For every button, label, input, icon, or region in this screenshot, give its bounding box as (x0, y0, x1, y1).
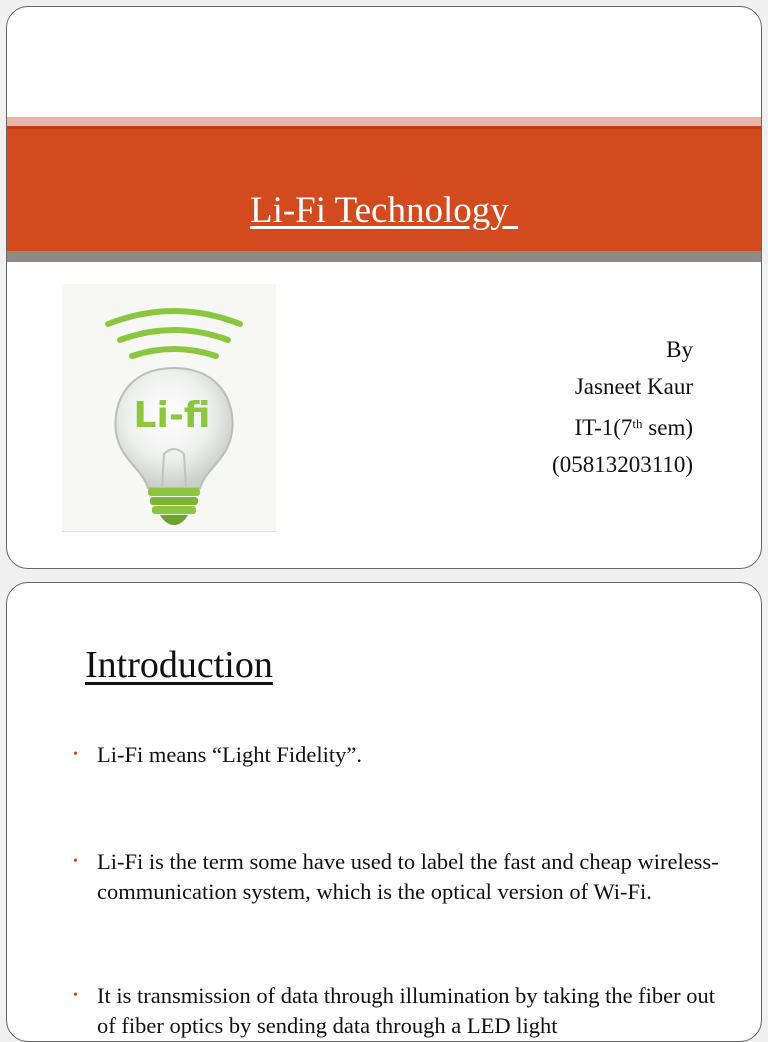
author-block (552, 331, 693, 483)
list-item: • Li-Fi means “Light Fidelity”. (73, 740, 723, 770)
lifi-bulb-logo (62, 284, 276, 532)
list-item: • It is transmission of data through illumination by taking the fiber out of fiber optics by sending data through a LED light (73, 983, 716, 1038)
bullet-icon: • (73, 854, 78, 869)
bullet-icon: • (73, 747, 78, 762)
wave-middle (120, 330, 228, 340)
presentation-title: Li-Fi Technology (249, 190, 519, 231)
list-item: • Li-Fi is the term some have used to label the fast and cheap wireless-communication system, which is the optical version of Wi-Fi. (73, 849, 719, 904)
bullet-icon: • (73, 988, 78, 1003)
title-slide (6, 6, 762, 569)
slide-heading: Introduction (85, 644, 273, 686)
logo-text: Li-fi (133, 395, 211, 436)
title-band-shadow (7, 251, 761, 262)
author-class: IT-1(7th sem) (574, 415, 693, 440)
lightbulb-icon (62, 284, 276, 531)
author-name: Jasneet Kaur (574, 374, 693, 399)
introduction-slide (6, 582, 762, 1042)
title-band-accent (7, 117, 761, 126)
author-roll-number: (05813203110) (552, 452, 693, 477)
author-by: By (666, 337, 693, 362)
wave-outer (108, 311, 240, 324)
title-band (7, 126, 761, 251)
wave-inner (132, 349, 216, 356)
